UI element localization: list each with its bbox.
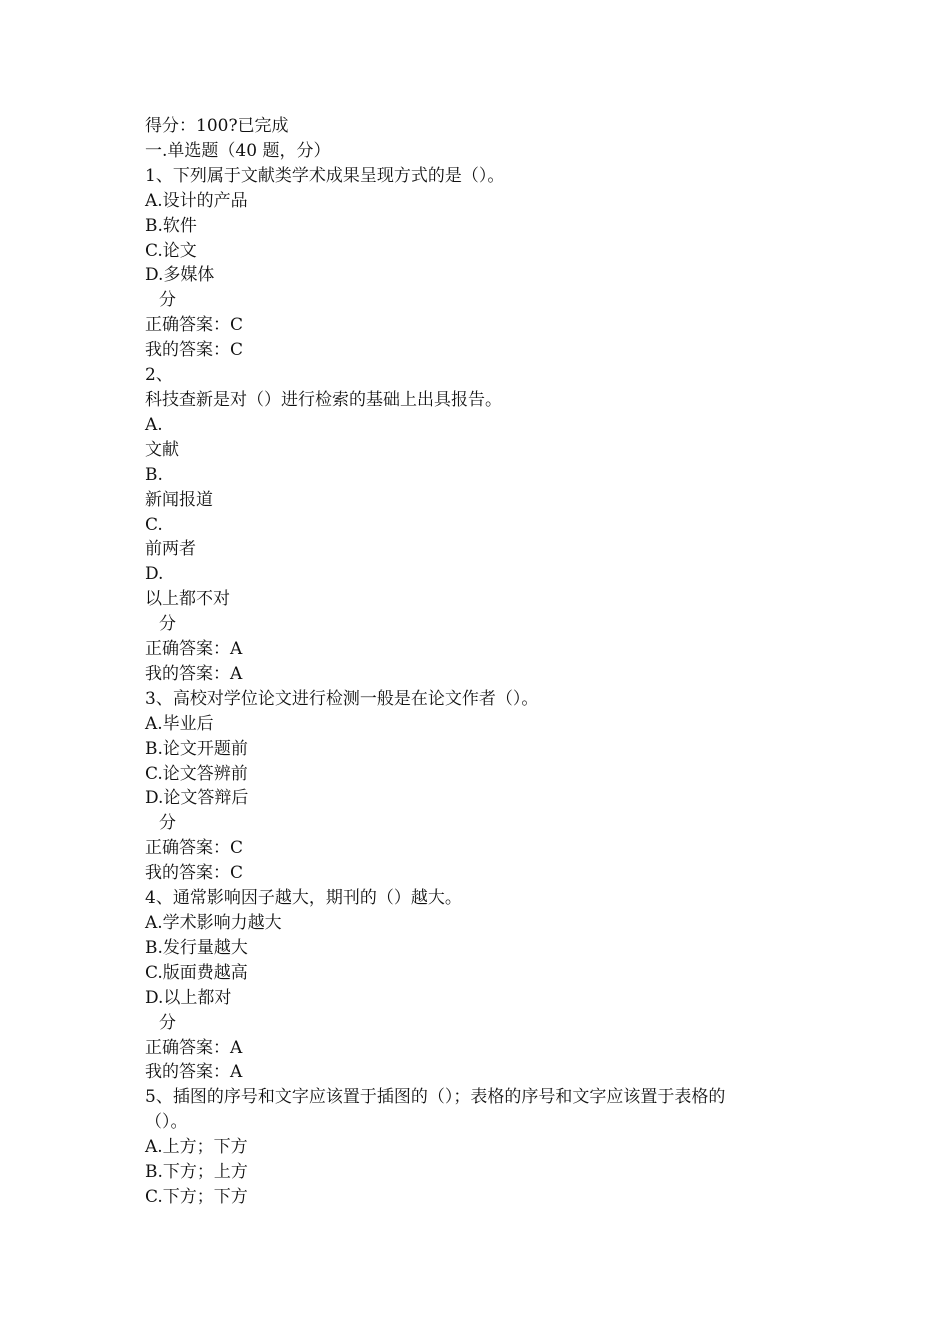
my-answer: 我的答案：A [145,1062,243,1083]
my-answer: 我的答案：A [145,663,243,684]
option-b: B.软件 [145,215,197,236]
my-answer: 我的答案：C [145,340,244,361]
option-a: A.设计的产品 [145,190,248,211]
option-d-letter: D. [145,564,164,585]
option-c: C.版面费越高 [145,962,248,983]
question-stem: 科技查新是对（）进行检索的基础上出具报告。 [145,389,502,410]
score-label: 分 [159,1012,176,1033]
option-a: A.上方；下方 [145,1137,248,1158]
option-a: A.毕业后 [145,713,214,734]
score-status: 得分：100?已完成 [145,116,289,136]
correct-answer: 正确答案：C [145,315,244,336]
option-a-letter: A. [145,414,163,435]
option-b-text: 新闻报道 [145,489,213,510]
option-c-letter: C. [145,514,163,535]
option-c: C.论文 [145,240,197,261]
option-b: B.下方；上方 [145,1162,248,1183]
my-answer: 我的答案：C [145,863,244,884]
question-stem: 3、高校对学位论文进行检测一般是在论文作者（）。 [145,688,539,709]
option-b: B.论文开题前 [145,738,248,759]
section-title: 一.单选题（40 题，分） [145,140,331,161]
question-2 [145,363,845,687]
document-page [145,114,845,1210]
score-label: 分 [159,813,176,834]
correct-answer: 正确答案：A [145,639,243,660]
correct-answer: 正确答案：A [145,1037,243,1058]
option-d: D.论文答辩后 [145,788,249,809]
option-a: A.学术影响力越大 [145,913,282,933]
question-stem-line-1: 5、插图的序号和文字应该置于插图的（）；表格的序号和文字应该置于表格的 [145,1087,726,1108]
question-3 [145,687,845,886]
question-number: 2、 [145,365,173,386]
question-stem-line-2: （）。 [145,1112,188,1133]
option-b: B.发行量越大 [145,937,248,958]
option-a-text: 文献 [145,439,179,460]
option-d: D.以上都对 [145,987,232,1008]
question-1 [145,164,845,363]
option-c: C.论文答辨前 [145,763,248,784]
question-5 [145,1085,845,1210]
question-stem: 1、下列属于文献类学术成果呈现方式的是（）。 [145,165,505,186]
score-label: 分 [159,614,176,635]
option-c-text: 前两者 [145,539,196,560]
question-stem: 4、通常影响因子越大，期刊的（）越大。 [145,888,462,909]
option-b-letter: B. [145,464,163,485]
option-c: C.下方；下方 [145,1186,248,1207]
correct-answer: 正确答案：C [145,838,244,859]
question-4 [145,886,845,1085]
option-d: D.多媒体 [145,265,215,286]
score-label: 分 [159,290,176,311]
option-d-text: 以上都不对 [145,589,230,610]
